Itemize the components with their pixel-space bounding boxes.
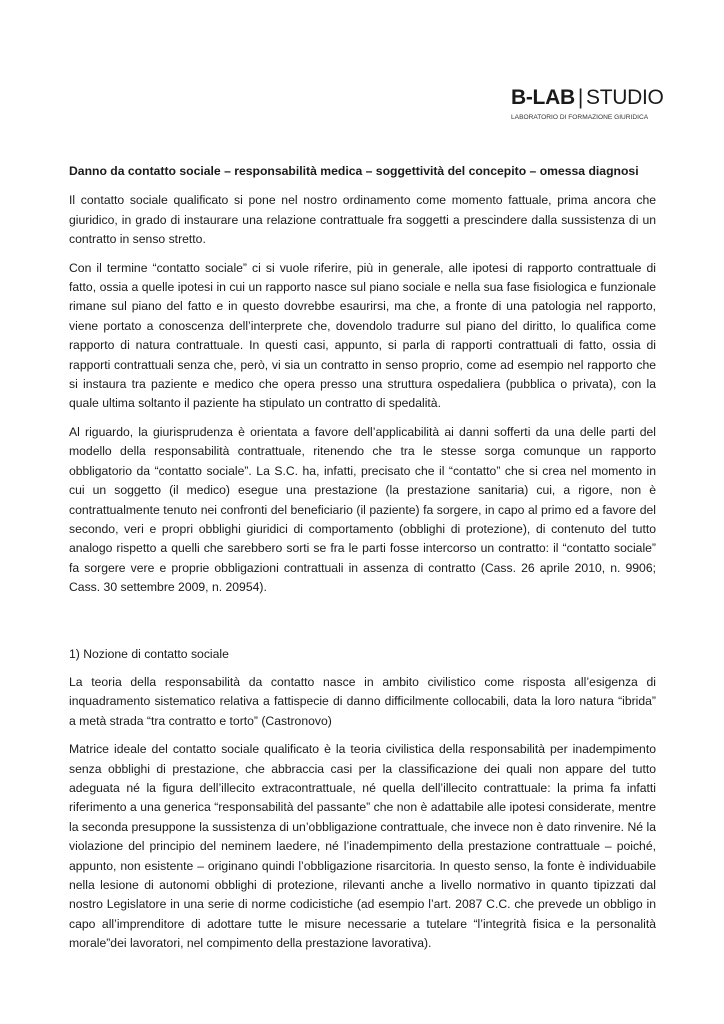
logo-studio: STUDIO xyxy=(585,86,664,109)
b-lab-studio-logo xyxy=(511,86,664,123)
paragraph-intro-3: Al riguardo, la giurisprudenza è orientata a favore dell’applicabilità ai danni sofferti da una delle parti del modello della responsabilità contrattuale, ritenendo che tra le stesse sorga comunque un rapporto obbligatorio da “contatto sociale”. La S.C. ha, infatti, precisato che il “contatto” che si crea nel momento in cui un soggetto (il medico) esegue una prestazione (la prestazione sanitaria) cui, a rigore, non è contrattualmente tenuto nei confronti del beneficiario (il paziente) fa sorgere, in capo al primo ed a favore del secondo, veri e propri obblighi giuridici di comportamento (obblighi di protezione), di contenuto del tutto analogo rispetto a quelli che sarebbero sorti se fra le parti fosse intercorso un contratto: il “contatto sociale” fa sorgere vere e proprie obbligazioni contrattuali in assenza di contratto (Cass. 26 aprile 2010, n. 9906; Cass. 30 settembre 2009, n. 20954). xyxy=(69,424,656,595)
section-heading: 1) Nozione di contatto sociale xyxy=(69,646,229,661)
document-title: Danno da contatto sociale – responsabilità medica – soggettività del concepito – omessa diagnosi xyxy=(69,164,639,178)
paragraph-intro-1: Il contatto sociale qualificato si pone nel nostro ordinamento come momento fattuale, prima ancora che giuridico, in grado di instaurare una relazione contrattuale fra soggetti a prescindere dalla sussistenza di un contratto in senso stretto. xyxy=(69,193,656,247)
logo-wordmark xyxy=(511,86,664,110)
logo-separator: | xyxy=(577,86,583,109)
logo-subtitle: LABORATORIO DI FORMAZIONE GIURIDICA xyxy=(511,114,649,121)
document-body xyxy=(69,162,656,963)
paragraph-intro-2: Con il termine “contatto sociale” ci si vuole riferire, più in generale, alle ipotesi di rapporto contrattuale di fatto, ossia a quelle ipotesi in cui un rapporto nasce sul piano sociale e nella sua fase fisiologica e funzionale rimane sul piano del fatto e in questo dovrebbe esaurirsi, ma che, a fronte di una patologia nel rapporto, viene portato a conoscenza dell’interprete che, dovendolo tradurre sul piano del diritto, lo qualifica come rapporto di natura contrattuale. In questi casi, appunto, si parla di rapporti contrattuali di fatto, ossia di rapporti contrattuali senza che, però, vi sia un contratto in senso proprio, come ad esempio nel rapporto che si instaura tra paziente e medico che opera presso una struttura ospedaliera (pubblica o privata), con la quale ultima soltanto il paziente ha stipulato un contratto di spedalità. xyxy=(69,260,656,411)
paragraph-section-2: Matrice ideale del contatto sociale qualificato è la teoria civilistica della responsabilità per inadempimento senza obblighi di prestazione, che abbraccia casi per la classificazione dei quali non appare del tutto adeguata né la figura dell’illecito extracontrattuale, né quella dell’illecito contrattuale: la prima fa infatti riferimento a una generica “responsabilità del passante” che non è adattabile alle ipotesi considerate, mentre la seconda presuppone la sussistenza di un’obbligazione contrattuale, che invece non è dato rinvenire. Né la violazione del principio del neminem laedere, né l’inadempimento della prestazione contrattuale – poiché, appunto, non esistente – originano quindi l’obbligazione risarcitoria. In questo senso, la fonte è individuabile nella lesione di autonomi obblighi di protezione, rilevanti anche a livello normativo in quanto tipizzati dal nostro Legislatore in una serie di norme codicistiche (ad esempio l’art. 2087 C.C. che prevede un obbligo in capo all’imprenditore di adottare tutte le misure necessarie a tutelare “l’integrità fisica e la personalità morale”dei lavoratori, nel compimento della prestazione lavorativa). xyxy=(69,742,656,951)
section-spacer xyxy=(69,607,656,645)
paragraph-section-1: La teoria della responsabilità da contatto nasce in ambito civilistico come risposta all’esigenza di inquadramento sistematico relativa a fattispecie di danno difficilmente collocabili, data la loro natura “ibrida” a metà strada “tra contratto e torto” (Castronovo) xyxy=(69,674,656,728)
logo-brand: B-LAB xyxy=(511,86,575,109)
